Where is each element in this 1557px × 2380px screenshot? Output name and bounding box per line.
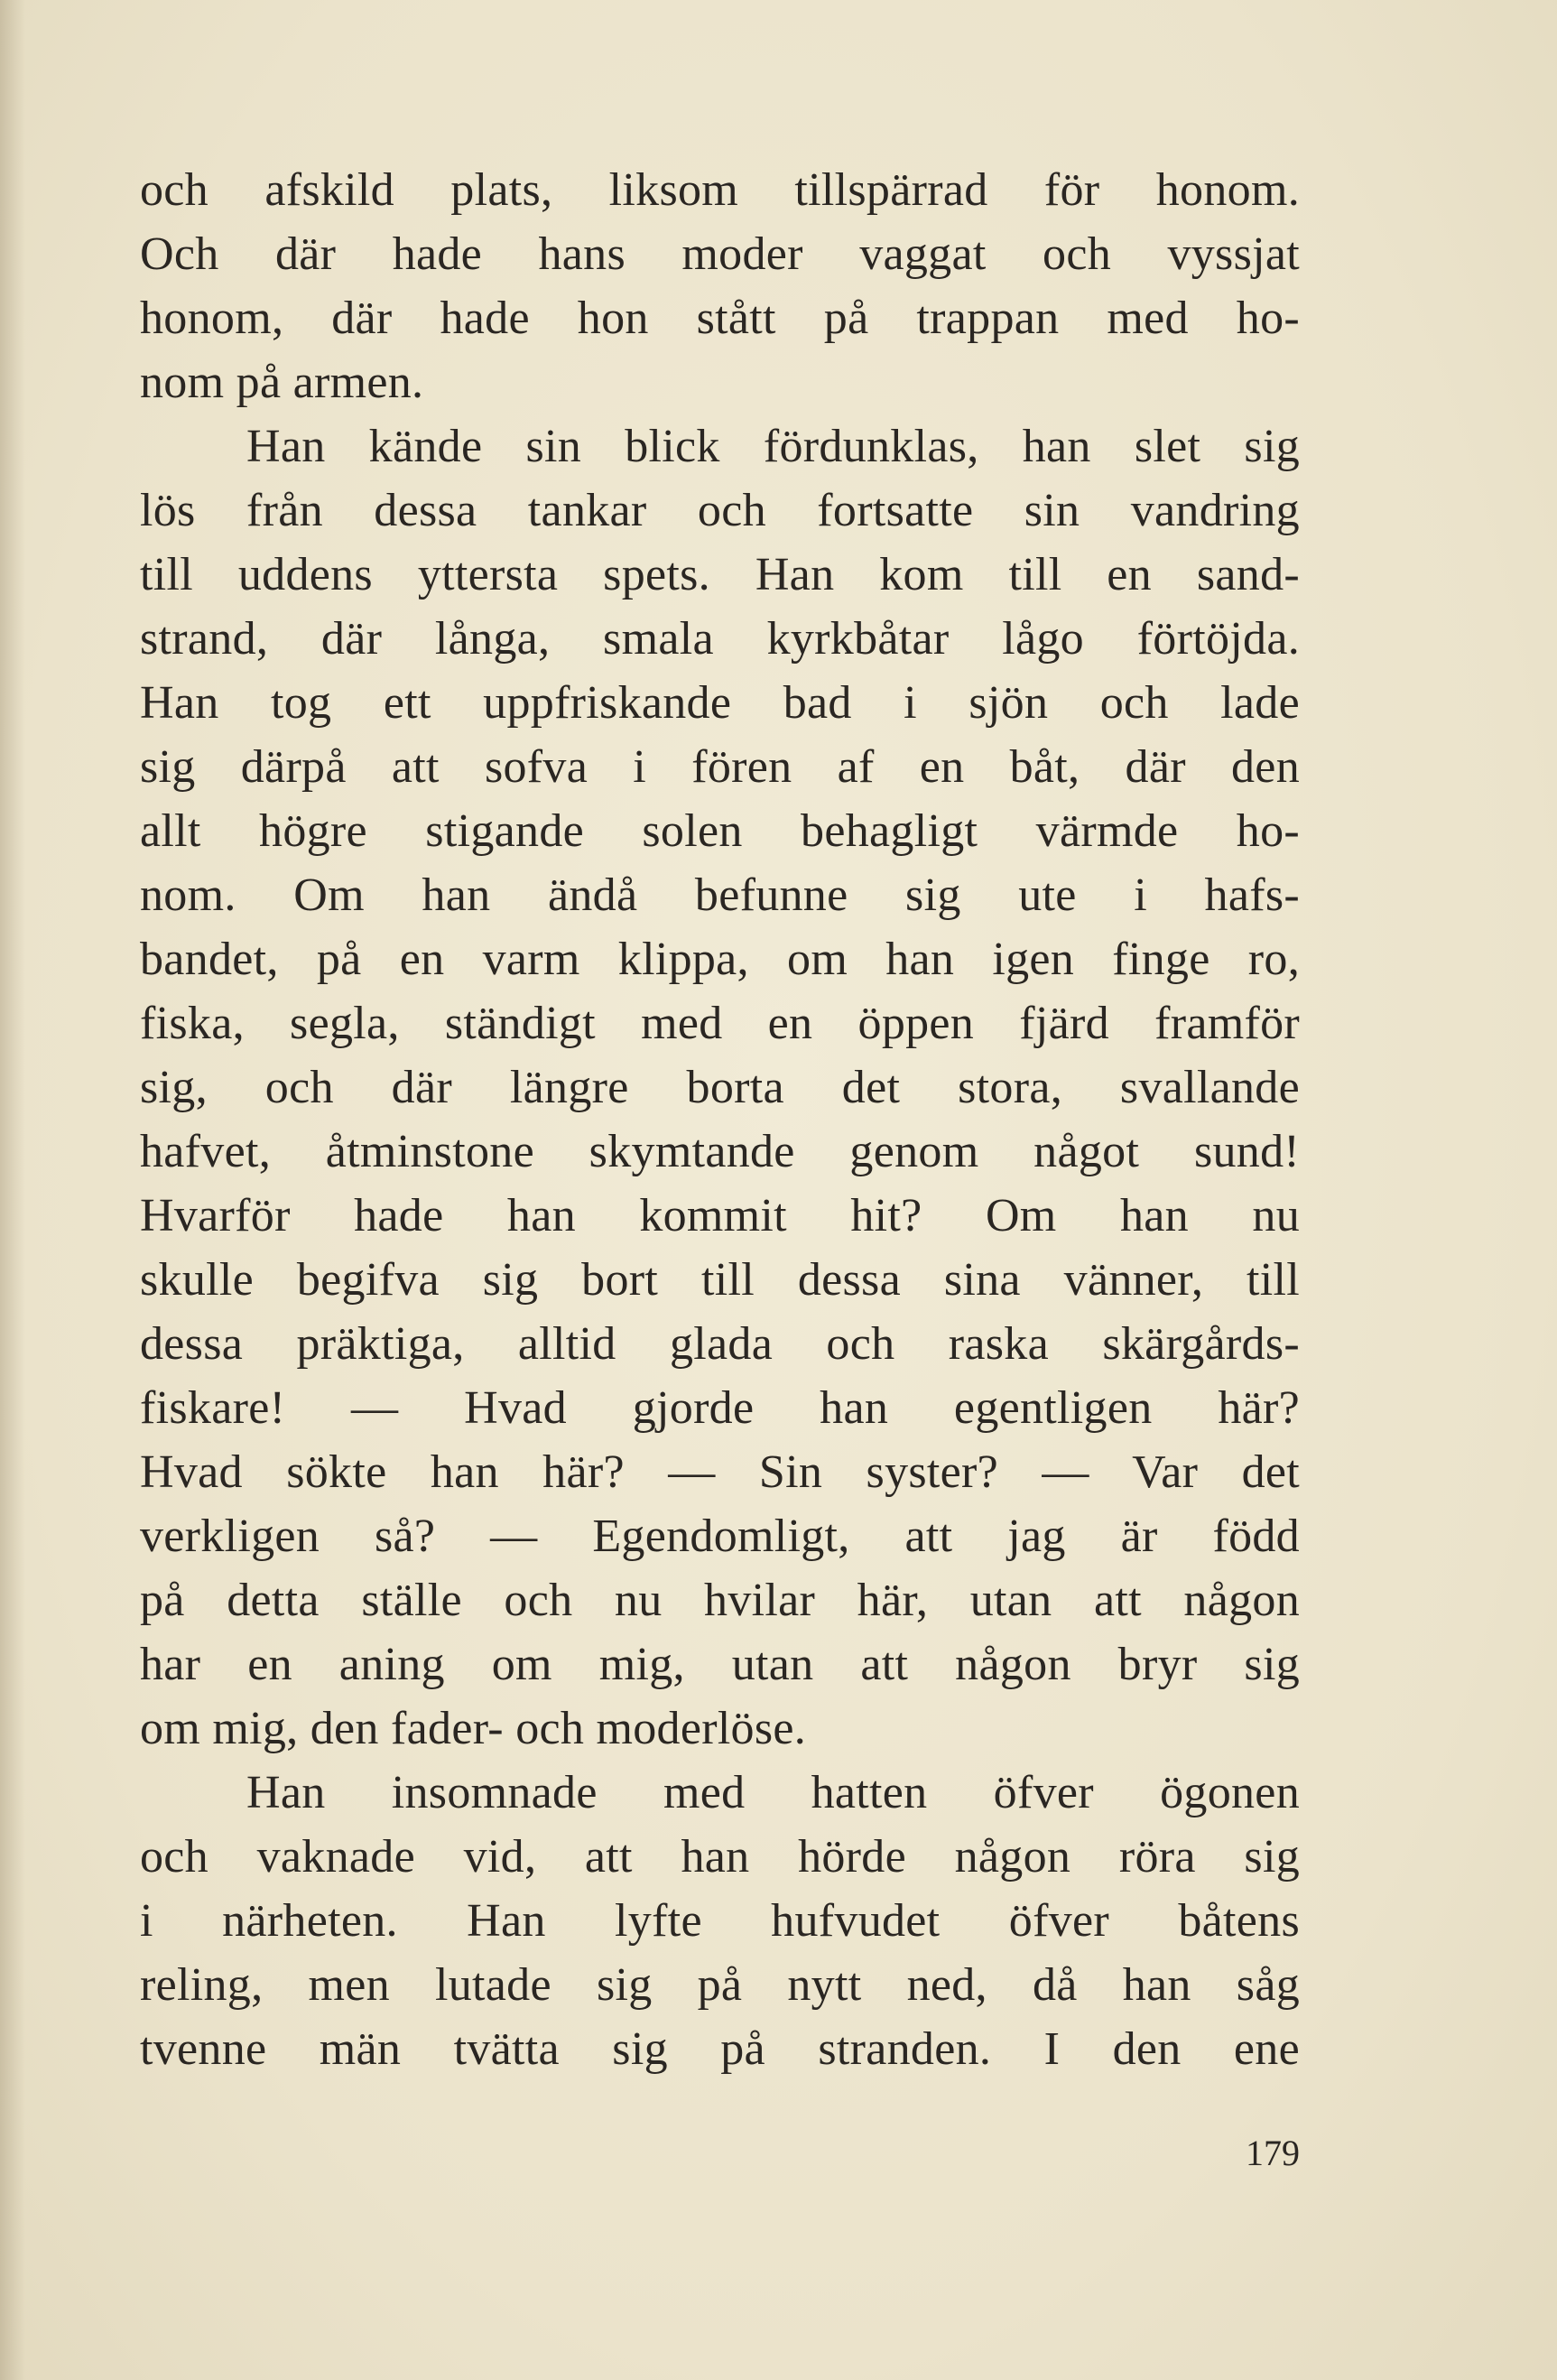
text-line: lös från dessa tankar och fortsatte sin vandring [140,485,1300,536]
text-line: Hvad sökte han här? — Sin syster? — Var det [140,1446,1300,1498]
text-line: Hvarför hade han kommit hit? Om han nu [140,1190,1300,1241]
text-line: hafvet, åtminstone skymtande genom något sund! [140,1126,1300,1177]
text-line: Och där hade hans moder vaggat och vyssjat [140,228,1300,280]
text-line: i närheten. Han lyfte hufvudet öfver båtens [140,1895,1300,1947]
text-line: på detta ställe och nu hvilar här, utan att någon [140,1575,1300,1626]
text-line: nom på armen. [140,357,424,408]
text-line: sig, och där längre borta det stora, svallande [140,1062,1300,1113]
body-text [140,158,1300,2081]
text-line: har en aning om mig, utan att någon bryr sig [140,1639,1300,1690]
text-line: om mig, den fader- och moderlöse. [140,1703,807,1754]
text-line: skulle begifva sig bort till dessa sina vänner, till [140,1254,1300,1306]
text-line: och afskild plats, liksom tillspärrad för honom. [140,164,1300,216]
text-line: till uddens yttersta spets. Han kom till en sand- [140,549,1300,600]
page-number: 179 [1246,2133,1300,2173]
text-line: Han kände sin blick fördunklas, han slet sig [246,421,1300,472]
text-line: fiska, segla, ständigt med en öppen fjärd framför [140,998,1300,1049]
text-line: bandet, på en varm klippa, om han igen finge ro, [140,934,1300,985]
text-line: dessa präktiga, alltid glada och raska skärgårds- [140,1318,1300,1370]
text-line: verkligen så? — Egendomligt, att jag är född [140,1511,1300,1562]
text-line: Han tog ett uppfriskande bad i sjön och lade [140,677,1300,729]
text-line: strand, där långa, smala kyrkbåtar lågo förtöjda. [140,613,1300,665]
text-line: och vaknade vid, att han hörde någon röra sig [140,1831,1300,1883]
text-line: nom. Om han ändå befunne sig ute i hafs- [140,869,1300,921]
text-line: honom, där hade hon stått på trappan med ho- [140,293,1300,344]
text-line: tvenne män tvätta sig på stranden. I den ene [140,2023,1300,2075]
text-line: allt högre stigande solen behagligt värmde ho- [140,805,1300,857]
text-line: fiskare! — Hvad gjorde han egentligen här? [140,1382,1300,1434]
gutter-shadow [0,0,25,2380]
text-line: sig därpå att sofva i fören af en båt, där den [140,741,1300,793]
text-line: reling, men lutade sig på nytt ned, då han såg [140,1959,1300,2011]
text-line: Han insomnade med hatten öfver ögonen [246,1767,1300,1818]
